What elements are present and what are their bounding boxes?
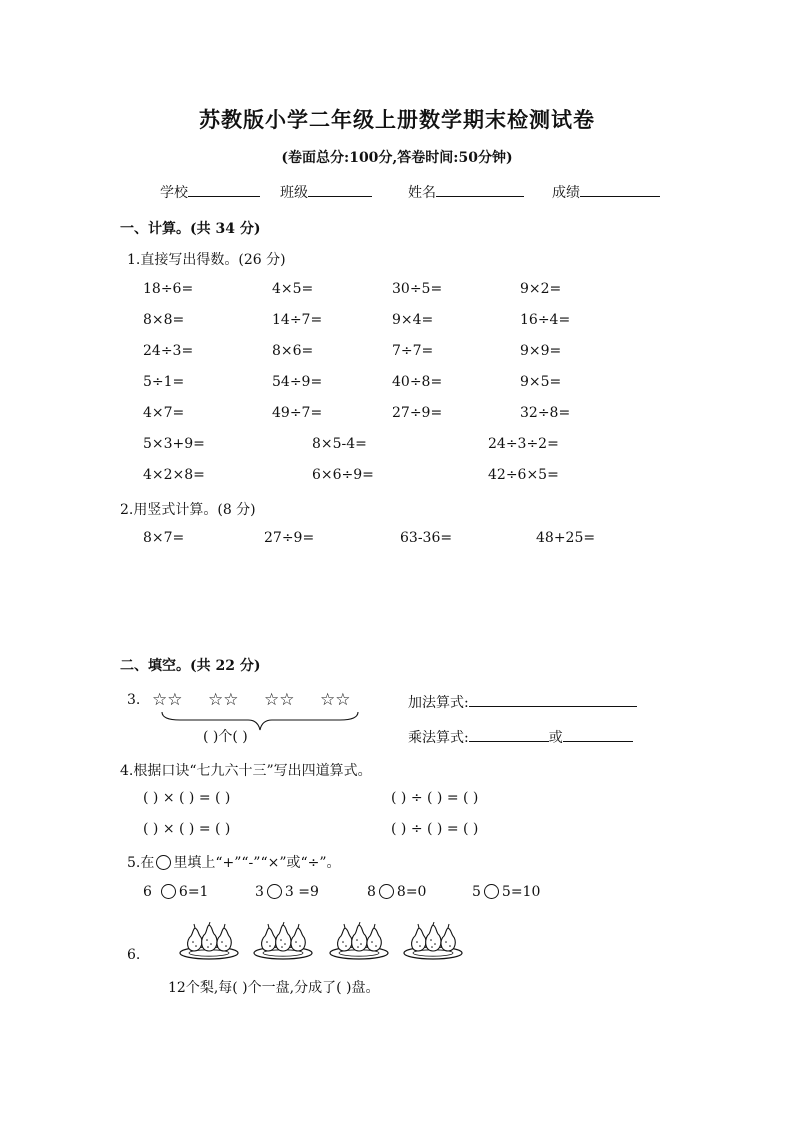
calc-item-mixed: 8×5-4= <box>312 436 367 452</box>
q5-item-2-a: 3 <box>255 884 264 900</box>
q3-mul-line-2[interactable] <box>563 727 633 742</box>
field-school[interactable] <box>160 182 260 202</box>
pear-plate-icon <box>328 922 390 962</box>
q2-item-3: 63-36= <box>400 530 453 546</box>
field-class-label: 班级 <box>280 185 308 201</box>
q5-item-2 <box>255 884 319 900</box>
q3-brace-text[interactable]: ( )个( ) <box>203 729 248 745</box>
calc-item: 32÷8= <box>520 405 571 421</box>
field-school-label: 学校 <box>160 185 188 201</box>
field-score-line[interactable] <box>580 182 660 197</box>
q2-item-1: 8×7= <box>143 530 185 546</box>
q3-mul-label: 乘法算式: <box>408 730 469 746</box>
calc-item: 8×6= <box>272 343 314 359</box>
q6-text[interactable]: 12个梨,每( )个一盘,分成了( )盘。 <box>168 980 380 996</box>
page-subtitle: (卷面总分:100分,答卷时间:50分钟) <box>281 150 513 166</box>
q5-label-start: 5.在 <box>127 855 155 871</box>
calc-item: 4×5= <box>272 281 314 297</box>
q5-item-1-a: 6 <box>143 884 152 900</box>
q5-item-3-b: 8=0 <box>396 884 427 900</box>
q4-label: 4.根据口诀“七九六十三”写出四道算式。 <box>120 763 372 779</box>
field-score-label: 成绩 <box>552 185 580 201</box>
calc-item: 4×7= <box>143 405 185 421</box>
q3-add-label: 加法算式: <box>408 695 469 711</box>
q5-item-2-b: 3 =9 <box>284 884 319 900</box>
q5-label-rest: 里填上“+”“-”“×”或“÷”。 <box>173 855 341 871</box>
q2-label: 2.用竖式计算。(8 分) <box>120 502 256 518</box>
q5-item-3-a: 8 <box>367 884 376 900</box>
pear-plate-icon <box>178 922 240 962</box>
q5-item-4 <box>472 884 540 900</box>
pear-plate-icon <box>252 922 314 962</box>
q2-item-4: 48+25= <box>536 530 596 546</box>
calc-item: 8×8= <box>143 312 185 328</box>
calc-item: 27÷9= <box>392 405 443 421</box>
calc-item: 9×2= <box>520 281 562 297</box>
calc-item: 49÷7= <box>272 405 323 421</box>
q3-mul-line-1[interactable] <box>469 727 549 742</box>
field-class-line[interactable] <box>308 182 372 197</box>
calc-item-mixed: 4×2×8= <box>143 467 205 483</box>
calc-item: 9×4= <box>392 312 434 328</box>
field-name-label: 姓名 <box>408 185 436 201</box>
calc-item-mixed: 24÷3÷2= <box>488 436 559 452</box>
field-school-line[interactable] <box>188 182 260 197</box>
q5-circle-3[interactable] <box>379 884 394 899</box>
calc-item: 30÷5= <box>392 281 443 297</box>
q1-label: 1.直接写出得数。(26 分) <box>127 252 286 268</box>
calc-item: 14÷7= <box>272 312 323 328</box>
q3-stars-2: ☆☆ <box>208 690 239 710</box>
q4-mul-2[interactable]: ( ) × ( ) = ( ) <box>143 821 231 837</box>
q5-item-4-a: 5 <box>472 884 481 900</box>
q5-circle-4[interactable] <box>484 884 499 899</box>
section1-heading: 一、计算。(共 34 分) <box>120 221 261 237</box>
q3-add-line[interactable] <box>469 692 637 707</box>
calc-item: 24÷3= <box>143 343 194 359</box>
q3-stars-4: ☆☆ <box>320 690 351 710</box>
calc-item: 40÷8= <box>392 374 443 390</box>
q5-circle-1[interactable] <box>161 884 176 899</box>
calc-item: 54÷9= <box>272 374 323 390</box>
page-title: 苏教版小学二年级上册数学期末检测试卷 <box>199 107 595 132</box>
calc-item-mixed: 42÷6×5= <box>488 467 559 483</box>
q5-item-1 <box>143 884 208 900</box>
q4-mul-1[interactable]: ( ) × ( ) = ( ) <box>143 790 231 806</box>
q5-item-3 <box>367 884 426 900</box>
calc-item: 18÷6= <box>143 281 194 297</box>
q3-or-text: 或 <box>548 730 563 746</box>
q5-item-4-b: 5=10 <box>501 884 541 900</box>
q3-mul-field[interactable] <box>408 727 633 747</box>
q3-brace <box>160 710 360 732</box>
q3-stars-3: ☆☆ <box>264 690 295 710</box>
section2-heading: 二、填空。(共 22 分) <box>120 658 261 674</box>
calc-item-mixed: 5×3+9= <box>143 436 205 452</box>
q4-div-1[interactable]: ( ) ÷ ( ) = ( ) <box>391 790 479 806</box>
q5-label <box>127 852 341 872</box>
q3-number: 3. <box>127 692 141 708</box>
calc-item: 7÷7= <box>392 343 434 359</box>
q6-number: 6. <box>127 947 141 963</box>
calc-item-mixed: 6×6÷9= <box>312 467 374 483</box>
field-name[interactable] <box>408 182 524 202</box>
circle-icon <box>156 855 171 870</box>
calc-item: 9×5= <box>520 374 562 390</box>
field-name-line[interactable] <box>436 182 524 197</box>
calc-item: 5÷1= <box>143 374 185 390</box>
pear-plate-icon <box>402 922 464 962</box>
q3-stars-1: ☆☆ <box>152 690 183 710</box>
calc-item: 9×9= <box>520 343 562 359</box>
field-class[interactable] <box>280 182 372 202</box>
q2-item-2: 27÷9= <box>264 530 315 546</box>
q5-item-1-b: 6=1 <box>178 884 209 900</box>
q5-circle-2[interactable] <box>267 884 282 899</box>
calc-item: 16÷4= <box>520 312 571 328</box>
field-score[interactable] <box>552 182 660 202</box>
q3-add-field[interactable] <box>408 692 637 712</box>
q4-div-2[interactable]: ( ) ÷ ( ) = ( ) <box>391 821 479 837</box>
